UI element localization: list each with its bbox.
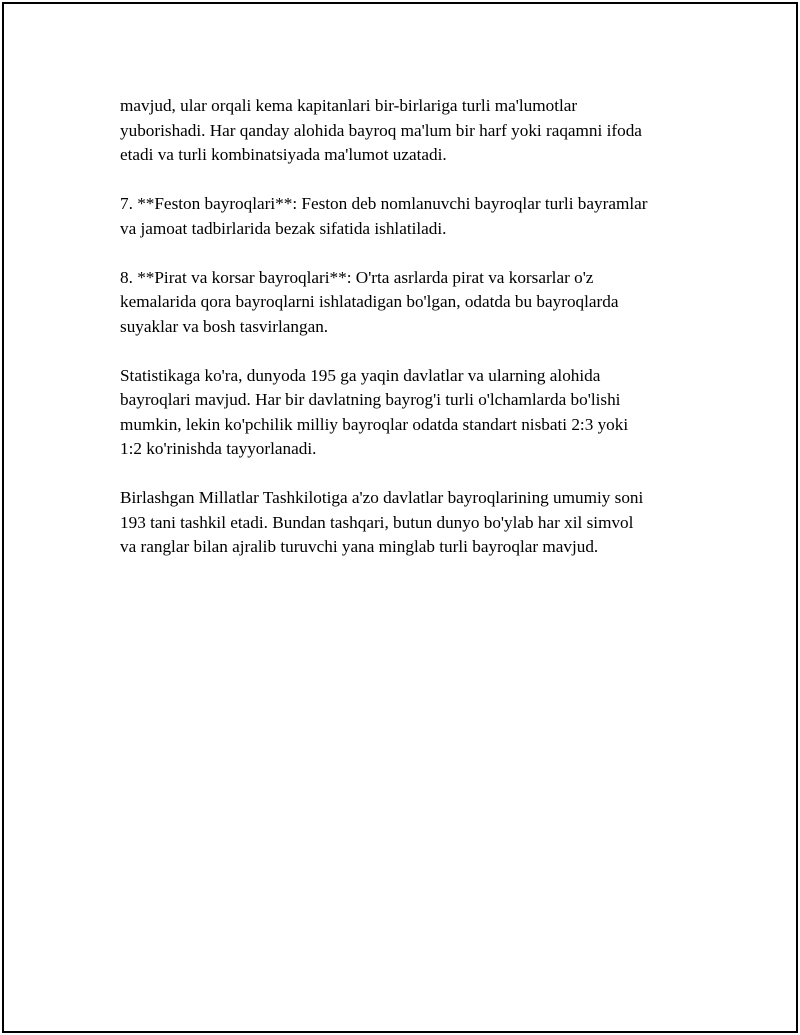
paragraph-un-members [120, 486, 695, 560]
text-line: Statistikaga ko'ra, dunyoda 195 ga yaqin davlatlar va ularning alohida [120, 365, 601, 385]
text-line: yuborishadi. Har qanday alohida bayroq ma'lum bir harf yoki raqamni ifoda [120, 120, 642, 140]
text-line: 193 tani tashkil etadi. Bundan tashqari, butun dunyo bo'ylab har xil simvol [120, 512, 634, 532]
page-frame [2, 2, 798, 1033]
text-line: mumkin, lekin ko'pchilik milliy bayroqlar odatda standart nisbati 2:3 yoki [120, 414, 629, 434]
text-line: va ranglar bilan ajralib turuvchi yana minglab turli bayroqlar mavjud. [120, 537, 599, 556]
text-line: mavjud, ular orqali kema kapitanlari bir-birlariga turli ma'lumotlar [120, 96, 578, 115]
text-line: bayroqlari mavjud. Har bir davlatning bayrog'i turli o'lchamlarda bo'lishi [120, 390, 621, 409]
text-line: Birlashgan Millatlar Tashkilotiga a'zo davlatlar bayroqlarining umumiy soni [120, 488, 644, 507]
paragraph-statistics [120, 364, 695, 462]
text-line: 8. **Pirat va korsar bayroqlari**: O'rta asrlarda pirat va korsarlar o'z [120, 267, 594, 287]
text-line: va jamoat tadbirlarida bezak sifatida ishlatiladi. [120, 218, 447, 238]
text-line: kemalarida qora bayroqlarni ishlatadigan bo'lgan, odatda bu bayroqlarda [120, 292, 619, 311]
document-body [120, 94, 695, 584]
text-line: 1:2 ko'rinishda tayyorlanadi. [120, 439, 317, 458]
text-line: etadi va turli kombinatsiyada ma'lumot uzatadi. [120, 145, 447, 164]
paragraph-signal-flags [120, 94, 695, 168]
text-line: suyaklar va bosh tasvirlangan. [120, 316, 329, 336]
paragraph-pirate-flags [120, 266, 695, 340]
text-line: 7. **Feston bayroqlari**: Feston deb nomlanuvchi bayroqlar turli bayramlar [120, 194, 648, 213]
paragraph-feston-flags [120, 192, 695, 241]
